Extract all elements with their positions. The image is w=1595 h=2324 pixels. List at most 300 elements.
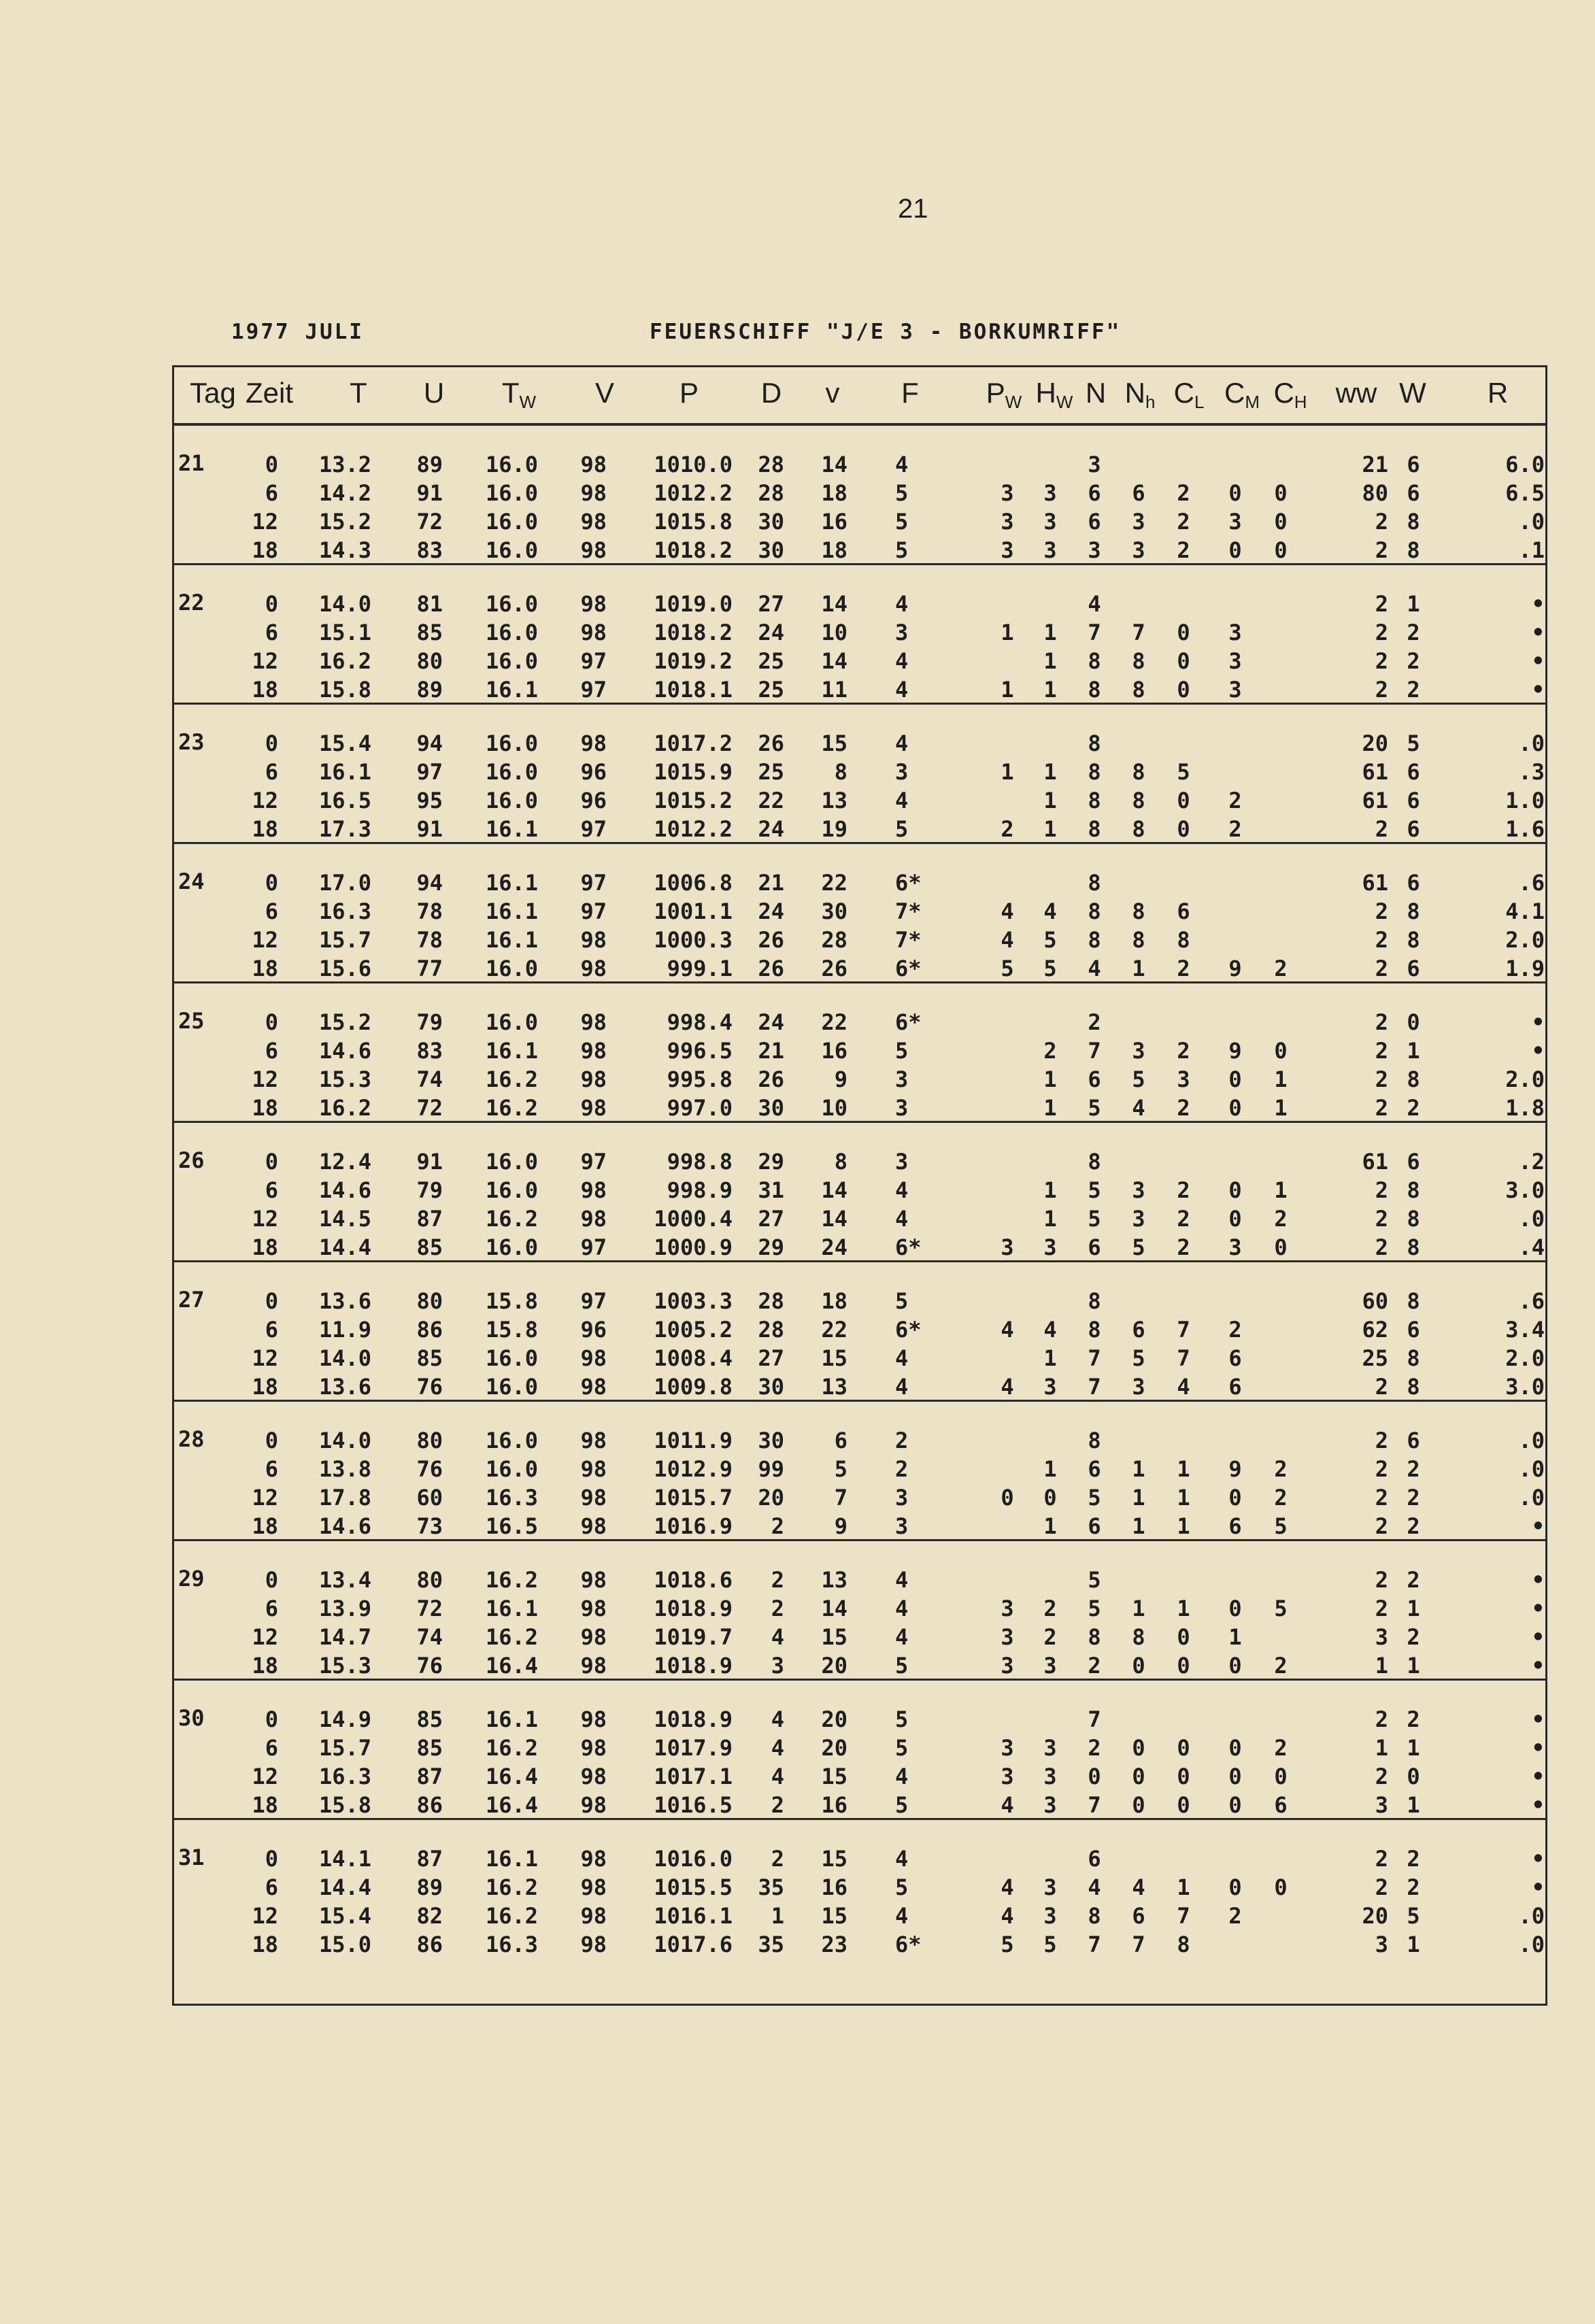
cell-hw: 1 — [1043, 816, 1057, 842]
column-header-cl: $C_L$ — [1173, 377, 1205, 412]
cell-n: 8 — [1088, 1288, 1101, 1314]
table-row — [174, 1287, 1545, 1315]
cell-v: 98 — [580, 1764, 607, 1789]
cell-tw: 16.0 — [485, 620, 538, 645]
cell-f: 3 — [895, 759, 909, 785]
cell-pw: 3 — [1001, 480, 1014, 506]
cell-zeit: 0 — [265, 870, 278, 896]
cell-v: 97 — [580, 816, 607, 842]
cell-cm: 0 — [1228, 1735, 1242, 1761]
cell-cm: 0 — [1228, 1485, 1242, 1511]
cell-p: 1012.9 — [654, 1456, 733, 1482]
cell-v: 26 — [821, 956, 847, 981]
cell-u: 91 — [416, 480, 443, 506]
cell-w: 2 — [1407, 1874, 1420, 1900]
cell-d: 21 — [758, 870, 784, 896]
cell-zeit: 0 — [265, 1567, 278, 1593]
cell-nh: 0 — [1132, 1764, 1145, 1789]
cell-ch: 2 — [1274, 1735, 1288, 1761]
cell-v: 13 — [821, 788, 847, 813]
cell-v: 96 — [580, 1317, 607, 1343]
cell-ww: 3 — [1375, 1624, 1388, 1650]
cell-zeit: 6 — [265, 1735, 278, 1761]
cell-t: 14.1 — [318, 1846, 371, 1872]
cell-ww: 2 — [1375, 956, 1388, 981]
cell-f: 4 — [895, 452, 909, 477]
table-row — [174, 1651, 1545, 1680]
cell-n: 8 — [1088, 1149, 1101, 1175]
table-row — [174, 590, 1545, 618]
cell-pw: 3 — [1001, 1653, 1014, 1679]
cell-hw: 5 — [1043, 956, 1057, 981]
cell-p: 1018.6 — [654, 1567, 733, 1593]
cell-nh: 7 — [1132, 620, 1145, 645]
cell-n: 5 — [1088, 1206, 1101, 1232]
cell-v: 16 — [821, 1038, 847, 1064]
cell-ww: 80 — [1362, 480, 1388, 506]
day-block — [174, 1681, 1545, 1820]
cell-zeit: 12 — [252, 1764, 278, 1789]
cell-v: 14 — [821, 1596, 847, 1621]
table-row — [174, 729, 1545, 758]
cell-d: 26 — [758, 730, 784, 756]
cell-d: 25 — [758, 677, 784, 703]
cell-u: 91 — [416, 816, 443, 842]
cell-r: 6.5 — [1505, 480, 1545, 506]
cell-ch: 1 — [1274, 1066, 1288, 1092]
column-header-ch: $C_H$ — [1273, 377, 1307, 412]
cell-pw: 5 — [1001, 1932, 1014, 1957]
cell-f: 6* — [895, 1234, 922, 1260]
cell-r: .6 — [1518, 870, 1545, 896]
cell-v: 18 — [821, 1288, 847, 1314]
column-header-tw: $T_W$ — [501, 377, 537, 412]
cell-ch: 0 — [1274, 1038, 1288, 1064]
day-label: 23 — [178, 729, 205, 755]
cell-w: 1 — [1407, 1653, 1420, 1679]
cell-f: 4 — [895, 1596, 909, 1621]
cell-hw: 3 — [1043, 537, 1057, 563]
cell-p: 1018.9 — [654, 1706, 733, 1732]
cell-r: .3 — [1518, 759, 1545, 785]
cell-p: 1016.1 — [654, 1903, 733, 1929]
cell-r: 2.0 — [1505, 1345, 1545, 1371]
cell-cl: 7 — [1177, 1317, 1190, 1343]
cell-v: 15 — [821, 1345, 847, 1371]
cell-zeit: 0 — [265, 1149, 278, 1175]
cell-ww: 2 — [1375, 1513, 1388, 1539]
cell-d: 3 — [771, 1653, 784, 1679]
table-row — [174, 815, 1545, 843]
cell-t: 13.2 — [318, 452, 371, 477]
cell-r: .1 — [1518, 537, 1545, 563]
cell-hw: 1 — [1043, 1513, 1057, 1539]
cell-cl: 2 — [1177, 1234, 1190, 1260]
cell-u: 77 — [416, 956, 443, 981]
cell-tw: 16.0 — [485, 480, 538, 506]
cell-v: 20 — [821, 1653, 847, 1679]
cell-w: 6 — [1407, 1428, 1420, 1453]
cell-w: 1 — [1407, 1038, 1420, 1064]
cell-r: • — [1531, 1624, 1545, 1650]
column-header-t: T — [350, 377, 367, 409]
cell-ww: 2 — [1375, 816, 1388, 842]
cell-v: 98 — [580, 1932, 607, 1957]
cell-t: 14.0 — [318, 1345, 371, 1371]
cell-p: 1019.0 — [654, 591, 733, 617]
cell-cm: 0 — [1228, 1764, 1242, 1789]
table-row — [174, 1873, 1545, 1902]
cell-ww: 2 — [1375, 591, 1388, 617]
cell-cl: 0 — [1177, 1764, 1190, 1789]
cell-v: 98 — [580, 480, 607, 506]
cell-v: 6 — [834, 1428, 847, 1453]
cell-cl: 2 — [1177, 1206, 1190, 1232]
cell-n: 4 — [1088, 956, 1101, 981]
cell-pw: 4 — [1001, 927, 1014, 953]
cell-ww: 61 — [1362, 1149, 1388, 1175]
cell-f: 4 — [895, 1624, 909, 1650]
cell-f: 6* — [895, 870, 922, 896]
cell-tw: 16.0 — [485, 1428, 538, 1453]
cell-t: 15.1 — [318, 620, 371, 645]
cell-w: 2 — [1407, 1706, 1420, 1732]
cell-f: 4 — [895, 677, 909, 703]
cell-zeit: 12 — [252, 1206, 278, 1232]
cell-pw: 4 — [1001, 1874, 1014, 1900]
cell-nh: 4 — [1132, 1095, 1145, 1121]
cell-cl: 6 — [1177, 898, 1190, 924]
cell-t: 14.2 — [318, 480, 371, 506]
cell-ch: 1 — [1274, 1177, 1288, 1203]
cell-f: 4 — [895, 788, 909, 813]
cell-hw: 1 — [1043, 648, 1057, 674]
cell-pw: 3 — [1001, 1624, 1014, 1650]
cell-r: • — [1531, 677, 1545, 703]
column-header-d: D — [760, 377, 782, 409]
cell-w: 8 — [1407, 1288, 1420, 1314]
cell-cl: 0 — [1177, 1624, 1190, 1650]
column-header-cm: $C_M$ — [1224, 377, 1260, 412]
cell-cm: 3 — [1228, 677, 1242, 703]
cell-t: 12.4 — [318, 1149, 371, 1175]
cell-nh: 8 — [1132, 898, 1145, 924]
cell-tw: 16.0 — [485, 788, 538, 813]
cell-ww: 2 — [1375, 537, 1388, 563]
cell-ww: 2 — [1375, 1234, 1388, 1260]
cell-p: 1017.1 — [654, 1764, 733, 1789]
cell-nh: 6 — [1132, 1317, 1145, 1343]
cell-u: 80 — [416, 1428, 443, 1453]
cell-pw: 2 — [1001, 816, 1014, 842]
table-row — [174, 675, 1545, 704]
cell-n: 7 — [1088, 1792, 1101, 1818]
day-label: 24 — [178, 869, 205, 894]
cell-tw: 16.1 — [485, 898, 538, 924]
cell-tw: 16.0 — [485, 759, 538, 785]
cell-v: 22 — [821, 1009, 847, 1035]
ship-title: FEUERSCHIFF "J/E 3 - BORKUMRIFF" — [650, 320, 1122, 344]
cell-r: • — [1531, 1792, 1545, 1818]
cell-cm: 6 — [1228, 1374, 1242, 1400]
cell-v: 9 — [834, 1066, 847, 1092]
cell-cm: 9 — [1228, 1456, 1242, 1482]
cell-pw: 0 — [1001, 1485, 1014, 1511]
cell-tw: 16.0 — [485, 537, 538, 563]
cell-cm: 3 — [1228, 509, 1242, 535]
cell-t: 14.6 — [318, 1177, 371, 1203]
cell-d: 99 — [758, 1456, 784, 1482]
column-header-nh: $N_h$ — [1124, 377, 1156, 412]
day-block — [174, 1262, 1545, 1402]
day-label: 26 — [178, 1147, 205, 1173]
cell-v: 11 — [821, 677, 847, 703]
cell-p: 998.4 — [667, 1009, 733, 1035]
cell-zeit: 6 — [265, 1177, 278, 1203]
cell-u: 86 — [416, 1932, 443, 1957]
cell-cl: 7 — [1177, 1345, 1190, 1371]
cell-w: 1 — [1407, 1735, 1420, 1761]
cell-t: 13.6 — [318, 1374, 371, 1400]
cell-w: 8 — [1407, 1066, 1420, 1092]
cell-r: • — [1531, 1846, 1545, 1872]
cell-w: 6 — [1407, 480, 1420, 506]
cell-cm: 0 — [1228, 1066, 1242, 1092]
cell-cl: 1 — [1177, 1513, 1190, 1539]
cell-ch: 0 — [1274, 537, 1288, 563]
cell-nh: 8 — [1132, 677, 1145, 703]
cell-hw: 3 — [1043, 1903, 1057, 1929]
cell-p: 1015.7 — [654, 1485, 733, 1511]
cell-tw: 16.1 — [485, 677, 538, 703]
cell-w: 8 — [1407, 509, 1420, 535]
cell-nh: 8 — [1132, 816, 1145, 842]
cell-v: 96 — [580, 759, 607, 785]
cell-r: • — [1531, 1764, 1545, 1789]
cell-v: 24 — [821, 1234, 847, 1260]
cell-u: 78 — [416, 927, 443, 953]
cell-f: 7* — [895, 898, 922, 924]
table-row — [174, 1902, 1545, 1930]
cell-t: 15.2 — [318, 1009, 371, 1035]
cell-ch: 0 — [1274, 1874, 1288, 1900]
cell-cm: 9 — [1228, 956, 1242, 981]
cell-zeit: 6 — [265, 1317, 278, 1343]
cell-r: 6.0 — [1505, 452, 1545, 477]
cell-tw: 16.4 — [485, 1653, 538, 1679]
table-row — [174, 926, 1545, 954]
cell-d: 29 — [758, 1149, 784, 1175]
cell-ch: 0 — [1274, 1764, 1288, 1789]
cell-t: 14.0 — [318, 591, 371, 617]
cell-w: 2 — [1407, 648, 1420, 674]
cell-nh: 3 — [1132, 537, 1145, 563]
cell-t: 15.6 — [318, 956, 371, 981]
cell-d: 30 — [758, 509, 784, 535]
cell-cm: 0 — [1228, 1653, 1242, 1679]
cell-p: 1017.2 — [654, 730, 733, 756]
cell-r: 1.8 — [1505, 1095, 1545, 1121]
cell-d: 30 — [758, 537, 784, 563]
cell-nh: 1 — [1132, 1596, 1145, 1621]
cell-u: 79 — [416, 1009, 443, 1035]
cell-w: 2 — [1407, 677, 1420, 703]
cell-cl: 1 — [1177, 1874, 1190, 1900]
column-header-pw: $P_W$ — [986, 377, 1022, 412]
cell-zeit: 0 — [265, 452, 278, 477]
cell-p: 1010.0 — [654, 452, 733, 477]
cell-v: 98 — [580, 956, 607, 981]
cell-v: 98 — [580, 1874, 607, 1900]
cell-t: 14.6 — [318, 1513, 371, 1539]
cell-hw: 3 — [1043, 1735, 1057, 1761]
cell-n: 8 — [1088, 1624, 1101, 1650]
cell-ch: 2 — [1274, 1485, 1288, 1511]
cell-cm: 3 — [1228, 1234, 1242, 1260]
cell-t: 14.6 — [318, 1038, 371, 1064]
cell-r: .0 — [1518, 1932, 1545, 1957]
cell-v: 16 — [821, 509, 847, 535]
cell-ch: 0 — [1274, 509, 1288, 535]
cell-zeit: 0 — [265, 1846, 278, 1872]
column-header-f: F — [901, 377, 919, 409]
cell-v: 8 — [834, 1149, 847, 1175]
cell-p: 1019.7 — [654, 1624, 733, 1650]
cell-pw: 1 — [1001, 759, 1014, 785]
cell-zeit: 0 — [265, 1009, 278, 1035]
cell-p: 1015.5 — [654, 1874, 733, 1900]
cell-nh: 3 — [1132, 1038, 1145, 1064]
cell-tw: 16.0 — [485, 956, 538, 981]
cell-v: 98 — [580, 1009, 607, 1035]
cell-p: 1019.2 — [654, 648, 733, 674]
cell-cl: 7 — [1177, 1903, 1190, 1929]
cell-p: 1016.0 — [654, 1846, 733, 1872]
cell-r: • — [1531, 1038, 1545, 1064]
cell-n: 8 — [1088, 927, 1101, 953]
cell-d: 2 — [771, 1596, 784, 1621]
column-header-tag: Tag — [190, 377, 236, 409]
cell-t: 14.5 — [318, 1206, 371, 1232]
cell-w: 6 — [1407, 759, 1420, 785]
cell-w: 2 — [1407, 1846, 1420, 1872]
cell-u: 89 — [416, 677, 443, 703]
cell-u: 85 — [416, 1706, 443, 1732]
cell-n: 2 — [1088, 1009, 1101, 1035]
cell-t: 11.9 — [318, 1317, 371, 1343]
table-row — [174, 1344, 1545, 1372]
cell-hw: 1 — [1043, 1095, 1057, 1121]
cell-n: 7 — [1088, 1932, 1101, 1957]
cell-nh: 3 — [1132, 1206, 1145, 1232]
cell-v: 98 — [580, 1903, 607, 1929]
cell-cl: 2 — [1177, 1038, 1190, 1064]
cell-t: 15.2 — [318, 509, 371, 535]
cell-cl: 1 — [1177, 1456, 1190, 1482]
cell-t: 15.4 — [318, 1903, 371, 1929]
cell-tw: 16.1 — [485, 1038, 538, 1064]
cell-w: 2 — [1407, 1567, 1420, 1593]
cell-t: 16.3 — [318, 898, 371, 924]
cell-u: 80 — [416, 1567, 443, 1593]
cell-cl: 5 — [1177, 759, 1190, 785]
table-row — [174, 1315, 1545, 1344]
cell-u: 95 — [416, 788, 443, 813]
cell-r: .0 — [1518, 1428, 1545, 1453]
cell-v: 98 — [580, 730, 607, 756]
cell-nh: 0 — [1132, 1792, 1145, 1818]
cell-zeit: 12 — [252, 509, 278, 535]
table-row — [174, 869, 1545, 897]
cell-t: 17.0 — [318, 870, 371, 896]
cell-cl: 0 — [1177, 620, 1190, 645]
cell-nh: 3 — [1132, 1374, 1145, 1400]
cell-zeit: 0 — [265, 730, 278, 756]
cell-r: 3.0 — [1505, 1177, 1545, 1203]
cell-cm: 9 — [1228, 1038, 1242, 1064]
cell-nh: 1 — [1132, 956, 1145, 981]
cell-v: 7 — [834, 1485, 847, 1511]
cell-nh: 8 — [1132, 1624, 1145, 1650]
table-row — [174, 954, 1545, 983]
cell-d: 2 — [771, 1513, 784, 1539]
cell-f: 4 — [895, 1374, 909, 1400]
cell-tw: 16.2 — [485, 1095, 538, 1121]
cell-f: 5 — [895, 1735, 909, 1761]
cell-u: 76 — [416, 1456, 443, 1482]
cell-nh: 0 — [1132, 1735, 1145, 1761]
cell-tw: 16.0 — [485, 509, 538, 535]
cell-f: 6* — [895, 1009, 922, 1035]
cell-v: 98 — [580, 591, 607, 617]
cell-p: 1016.5 — [654, 1792, 733, 1818]
cell-zeit: 18 — [252, 1653, 278, 1679]
cell-zeit: 6 — [265, 620, 278, 645]
cell-n: 6 — [1088, 480, 1101, 506]
cell-d: 27 — [758, 1206, 784, 1232]
cell-u: 89 — [416, 452, 443, 477]
column-header-v: V — [594, 377, 615, 409]
cell-tw: 16.0 — [485, 1009, 538, 1035]
table-row — [174, 450, 1545, 479]
cell-zeit: 18 — [252, 956, 278, 981]
cell-f: 5 — [895, 816, 909, 842]
cell-w: 1 — [1407, 1792, 1420, 1818]
day-label: 21 — [178, 450, 205, 476]
cell-t: 15.3 — [318, 1066, 371, 1092]
cell-cm: 0 — [1228, 1095, 1242, 1121]
table-row — [174, 786, 1545, 815]
cell-tw: 16.0 — [485, 730, 538, 756]
cell-v: 14 — [821, 452, 847, 477]
cell-tw: 16.4 — [485, 1792, 538, 1818]
cell-n: 8 — [1088, 870, 1101, 896]
cell-hw: 4 — [1043, 898, 1057, 924]
cell-ww: 1 — [1375, 1735, 1388, 1761]
cell-pw: 1 — [1001, 677, 1014, 703]
cell-tw: 16.2 — [485, 1735, 538, 1761]
cell-v: 10 — [821, 1095, 847, 1121]
cell-d: 20 — [758, 1485, 784, 1511]
cell-t: 13.6 — [318, 1288, 371, 1314]
cell-ww: 21 — [1362, 452, 1388, 477]
cell-nh: 1 — [1132, 1485, 1145, 1511]
cell-v: 98 — [580, 1345, 607, 1371]
cell-v: 98 — [580, 1038, 607, 1064]
cell-w: 6 — [1407, 1149, 1420, 1175]
cell-n: 8 — [1088, 759, 1101, 785]
cell-u: 76 — [416, 1374, 443, 1400]
